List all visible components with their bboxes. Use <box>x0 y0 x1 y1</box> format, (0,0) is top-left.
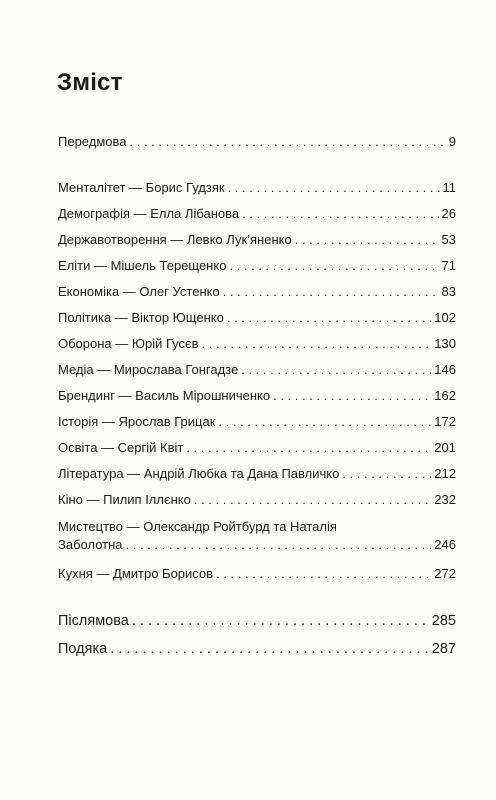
toc-entry-page: 285 <box>431 613 456 629</box>
dot-leader <box>110 640 429 658</box>
toc-entry-label: Подяка <box>58 641 108 657</box>
toc-entry-page: 232 <box>434 492 456 507</box>
toc-entry-page: 201 <box>434 440 456 455</box>
toc-entry-page: 71 <box>441 258 456 273</box>
toc-entry <box>58 414 456 430</box>
toc-entry-label: Медіа — Мирослава Гонгадзе <box>58 362 239 377</box>
toc-entry <box>58 640 456 658</box>
toc-entry-page: 53 <box>441 232 456 247</box>
toc-entry <box>58 336 456 352</box>
toc-entry-page: 172 <box>434 414 456 429</box>
toc-entry-page: 246 <box>434 537 456 552</box>
toc-entry-page: 83 <box>441 284 456 299</box>
dot-leader <box>216 566 431 582</box>
toc-entry-page: 272 <box>434 566 456 581</box>
toc-entry <box>58 284 456 300</box>
toc-entry-label: Післямова <box>58 613 129 629</box>
toc-entry-label: Політика — Віктор Ющенко <box>58 310 224 325</box>
toc-entry-page: 130 <box>434 336 456 351</box>
toc-entry <box>58 612 456 630</box>
toc-entry-page: 26 <box>441 206 456 221</box>
toc-entry-label: Освіта — Сергій Квіт <box>58 440 184 455</box>
dot-leader <box>273 388 431 404</box>
dot-leader <box>223 284 439 300</box>
toc-entry <box>58 362 456 378</box>
toc-entry-page: 287 <box>431 641 456 657</box>
dot-leader <box>202 336 432 352</box>
toc-entry <box>58 232 456 248</box>
toc-entry <box>58 388 456 404</box>
toc-entry-label: Література — Андрій Любка та Дана Павличко <box>58 466 340 481</box>
toc-entry-label: Державотворення — Левко Лук’яненко <box>58 232 292 247</box>
toc-entry-label: Економіка — Олег Устенко <box>58 284 220 299</box>
toc-entry-page: 11 <box>442 180 456 195</box>
toc-entry <box>58 310 456 326</box>
toc-entry-label-continued: Заболотна <box>58 537 123 552</box>
toc-entry <box>58 466 456 482</box>
toc-entry <box>58 492 456 508</box>
toc-entry <box>58 566 456 582</box>
dot-leader <box>228 180 440 196</box>
dot-leader <box>342 466 431 482</box>
toc-entry <box>58 134 456 150</box>
toc-entry-label: Кухня — Дмитро Борисов <box>58 566 214 581</box>
toc-entry-label: Історія — Ярослав Грицак <box>58 414 216 429</box>
toc-entry <box>58 180 456 196</box>
toc-entry <box>58 440 456 456</box>
dot-leader <box>242 206 438 222</box>
toc-entry-page: 102 <box>434 310 456 325</box>
toc-entry <box>58 258 456 274</box>
toc-entry-label: Брендинг — Василь Мірошниченко <box>58 388 271 403</box>
toc-entry-label: Мистецтво — Олександр Ройтбурд та Наталія <box>58 519 337 534</box>
dot-leader <box>130 134 446 150</box>
dot-leader <box>132 612 429 630</box>
toc-entry-label: Демографія — Елла Лібанова <box>58 206 240 221</box>
toc-entry-label: Кіно — Пилип Іллєнко <box>58 492 191 507</box>
dot-leader <box>241 362 431 378</box>
toc-entry-page: 146 <box>434 362 456 377</box>
page-title: Зміст <box>57 69 123 96</box>
dot-leader <box>295 232 439 248</box>
toc-entry-label: Еліти — Мішель Терещенко <box>58 258 227 273</box>
toc-entry-label: Оборона — Юрій Гусєв <box>58 336 199 351</box>
toc-entry <box>58 518 456 554</box>
toc-entry-page: 212 <box>434 466 456 481</box>
dot-leader <box>227 310 431 326</box>
toc-entry-page: 162 <box>434 388 456 403</box>
dot-leader <box>194 492 431 508</box>
toc-entry-label: Передмова <box>58 134 127 149</box>
toc-entry <box>58 206 456 222</box>
toc-entry-page: 9 <box>448 134 456 149</box>
dot-leader <box>229 258 438 274</box>
dot-leader <box>186 440 431 456</box>
dot-leader <box>126 536 432 554</box>
dot-leader <box>218 414 431 430</box>
toc-entry-label: Менталітет — Борис Гудзяк <box>58 180 225 195</box>
